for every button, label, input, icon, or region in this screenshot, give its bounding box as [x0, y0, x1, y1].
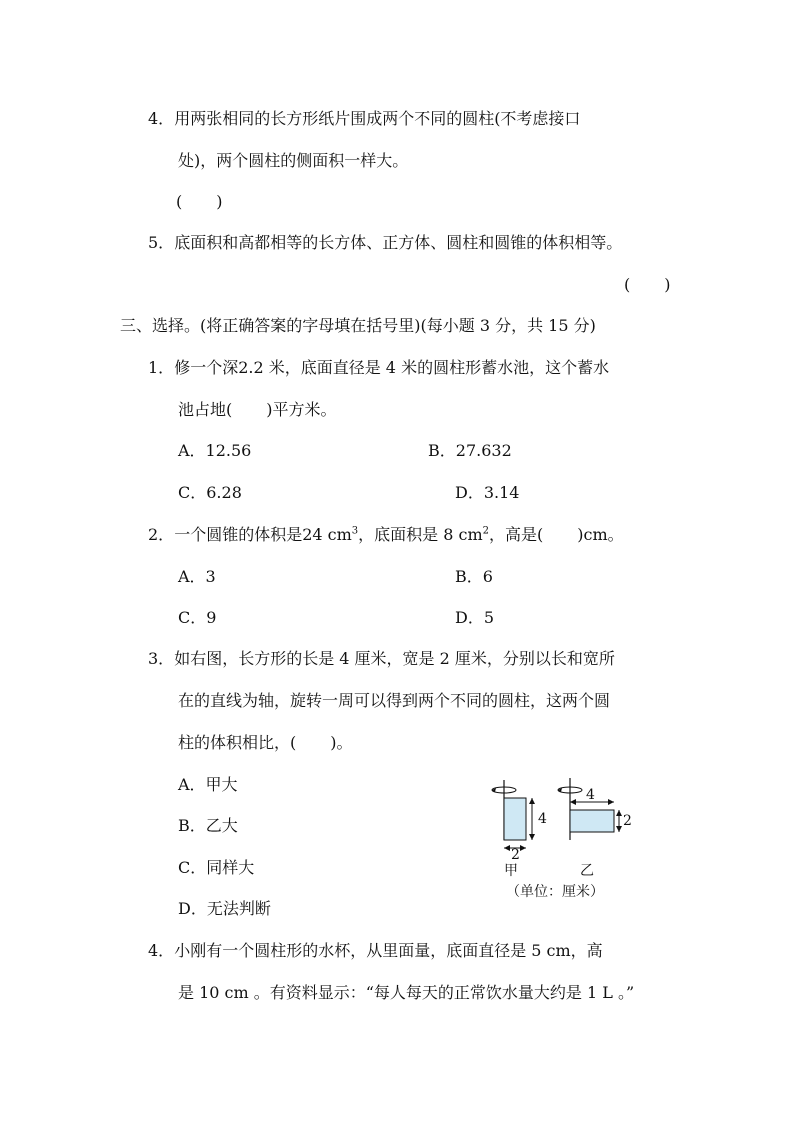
judge-q5-answer-parens[interactable]: ( ): [624, 275, 671, 294]
jia-width-label: 2: [511, 847, 520, 863]
choice-q3-line3: 柱的体积相比，( )。: [178, 733, 353, 752]
choice-q3-option-a[interactable]: A．甲大: [178, 775, 238, 794]
choice-q4-line1: 4．小刚有一个圆柱形的水杯，从里面量，底面直径是 5 cm，高: [148, 941, 603, 960]
choice-q3-line2: 在的直线为轴，旋转一周可以得到两个不同的圆柱，这两个圆: [178, 691, 611, 710]
choice-q1-line1: 1．修一个深2.2 米，底面直径是 4 米的圆柱形蓄水池，这个蓄水: [148, 358, 610, 377]
jia-label: 甲: [504, 863, 518, 879]
question-number: 4．: [148, 109, 175, 128]
choice-q3-option-b[interactable]: B．乙大: [178, 816, 238, 835]
choice-q2-option-c[interactable]: C．9: [178, 608, 217, 627]
choice-q1-option-a[interactable]: A．12.56: [178, 441, 252, 460]
section-title: 三、选择。(将正确答案的字母填在括号里)(每小题 3 分，共 15 分): [120, 316, 596, 335]
judge-q5-line: [148, 232, 622, 254]
question-number: 2．: [148, 525, 175, 544]
question-number: 4．: [148, 941, 175, 960]
yi-label: 乙: [580, 863, 594, 879]
choice-q1-option-c[interactable]: C．6.28: [178, 483, 242, 502]
choice-q3-line1: 3．如右图，长方形的长是 4 厘米，宽是 2 厘米，分别以长和宽所: [148, 649, 615, 668]
choice-q4-line2: 是 10 cm 。有资料显示：“每人每天的正常饮水量大约是 1 L 。”: [178, 983, 635, 1002]
choice-q1-option-b[interactable]: B．27.632: [428, 441, 512, 460]
question-text: 底面积和高都相等的长方体、正方体、圆柱和圆锥的体积相等。: [174, 233, 623, 252]
choice-q2-line: 2．一个圆锥的体积是24 $cm^3$，底面积是 8 $cm^2$，高是( )cm。: [148, 525, 624, 544]
question-number: 3．: [148, 649, 175, 668]
judge-q4-answer-parens[interactable]: ( ): [176, 192, 223, 211]
choice-q3-option-d[interactable]: D．无法判断: [178, 899, 271, 918]
choice-q2-option-b[interactable]: B．6: [455, 567, 493, 586]
unit-label: （单位：厘米）: [506, 884, 604, 900]
jia-rectangle: [504, 798, 526, 840]
choice-q3-option-c[interactable]: C．同样大: [178, 858, 255, 877]
choice-q1-line2: 池占地( )平方米。: [178, 400, 337, 419]
yi-length-label: 4: [586, 787, 595, 803]
yi-rectangle: [570, 810, 614, 832]
judge-q4-line2: 处)，两个圆柱的侧面积一样大。: [178, 151, 409, 170]
yi-width-label: 2: [623, 813, 632, 829]
jia-length-label: 4: [538, 811, 547, 827]
choice-q2-option-d[interactable]: D．5: [455, 608, 495, 627]
rotation-figure: [480, 772, 650, 912]
question-text: 用两张相同的长方形纸片围成两个不同的圆柱(不考虑接口: [174, 109, 581, 128]
choice-q1-option-d[interactable]: D．3.14: [455, 483, 520, 502]
choice-q2-option-a[interactable]: A．3: [178, 567, 216, 586]
question-number: 1．: [148, 358, 175, 377]
judge-q4-line1: [148, 108, 580, 130]
question-number: 5．: [148, 233, 175, 252]
